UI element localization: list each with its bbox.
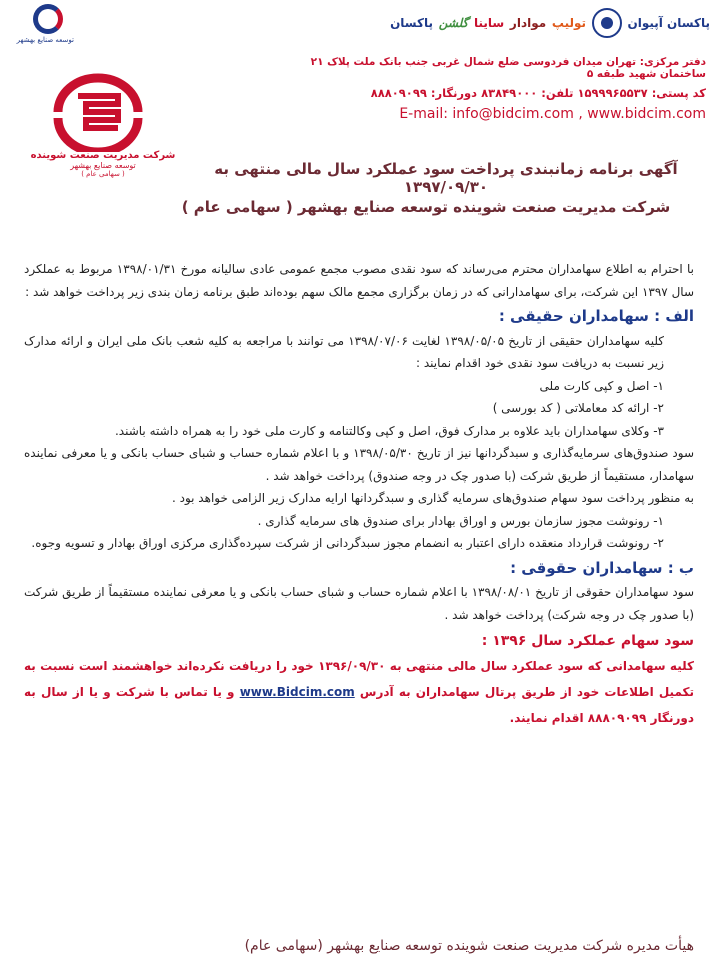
list-item: ۲- رونوشت قرارداد منعقده دارای اعتبار به انضمام مجوز سبدگردانی از شرکت سپرده‌گذاری مرکزی اوراق بهادار و تسویه وجوه. xyxy=(31,536,664,550)
company-logo-icon xyxy=(48,72,148,152)
list-item: ۳- وکلای سهامداران باید علاوه بر مدارک فوق، اصل و کپی وکالتنامه و کارت ملی خود را به همراه داشته باشند. xyxy=(114,423,664,438)
section-1396-text-after: و یا تماس با شرکت و یا از سال به دورنگار ۸۸۸۰۹۰۹۹ اقدام نمایند. xyxy=(24,684,694,725)
company-mark-icon xyxy=(33,4,63,34)
email-web-line: E-mail: info@bidcim.com , www.bidcim.com xyxy=(399,106,706,122)
brand-logo-movadar: موادار xyxy=(509,16,547,30)
brand-logos-strip xyxy=(390,6,710,40)
logo-caption-line1: شرکت مدیریت صنعت شوینده xyxy=(30,150,176,161)
list-item: ۱- اصل و کپی کارت ملی xyxy=(539,378,664,393)
shareholder-portal-link[interactable]: www.Bidcim.com xyxy=(239,684,355,699)
brand-logo-circle xyxy=(592,8,622,38)
list-item: ۲- ارائه کد معاملاتی ( کد بورسی ) xyxy=(492,401,664,415)
funds-docs-intro: به منظور پرداخت سود سهام صندوق‌های سرمایه گذاری و سبدگردانها ارایه مدارک زیر الزامی خواهد بود . xyxy=(171,491,694,505)
brand-logo-tulip: تولیپ xyxy=(551,16,587,30)
section-b-paragraph: سود سهامداران حقوقی از تاریخ ۱۳۹۸/۰۸/۰۱ با اعلام شماره حساب و شبای حساب بانکی و یا معرفی نماینده مستقیماً از طریق شرکت (با صدور چک در وجه شرکت) پرداخت خواهد شد . xyxy=(24,585,694,622)
brand-logo-paksan: پاکسان xyxy=(390,16,434,30)
address-line: دفتر مرکزی: تهران میدان فردوسی ضلع شمال غربی جنب بانک ملت پلاک ۲۱ ساختمان شهید طبقه ۵ xyxy=(310,56,706,80)
section-a-paragraph: کلیه سهامداران حقیقی از تاریخ ۱۳۹۸/۰۵/۰۵ لغایت ۱۳۹۸/۰۷/۰۶ می توانند با مراجعه به کلیه شعب بانک ملی ایران و ارائه مدارک زیر نسبت به دریافت سود نقدی خود اقدام نمایند : xyxy=(24,333,665,370)
small-logo-caption: توسعه صنایع بهشهر xyxy=(16,36,74,44)
brand-logo-paksan-apivan: پاکسان آپیوان xyxy=(627,16,710,30)
contact-line: کد پستی: ۱۵۹۹۹۶۵۵۳۷ تلفن: ۸۳۸۴۹۰۰۰ دورنگار: ۸۸۸۰۹۰۹۹ xyxy=(370,86,706,100)
announcement-title: آگهی برنامه زمانبندی پرداخت سود عملکرد سال مالی منتهی به ۱۳۹۷/۰۹/۳۰ xyxy=(214,160,678,196)
funds-paragraph: سود صندوق‌های سرمایه‌گذاری و سبدگردانها نیز از تاریخ ۱۳۹۸/۰۵/۳۰ و با اعلام شماره حساب و شبای حساب بانکی و یا معرفی نماینده سهامدار، مستقیماً از طریق شرکت (با صدور چک در وجه صندوق) پرداخت خواهد شد . xyxy=(24,446,694,483)
company-title: شرکت مدیریت صنعت شوینده توسعه صنایع بهشهر ( سهامی عام ) xyxy=(181,198,671,216)
board-signature: هیأت مدیره شرکت مدیریت صنعت شوینده توسعه صنایع بهشهر (سهامی عام) xyxy=(244,938,694,954)
section-a-heading: الف : سهامداران حقیقی : xyxy=(498,307,694,325)
brand-logo-golshan: گلشن xyxy=(438,16,469,30)
company-logo-caption xyxy=(28,150,178,178)
brand-logo-saina: ساینا xyxy=(473,16,505,30)
section-1396-heading: سود سهام عملکرد سال ۱۳۹۶ : xyxy=(481,633,694,649)
section-1396-text-before: کلیه سهامدانی که سود عملکرد سال مالی منتهی به ۱۳۹۶/۰۹/۳۰ خود را دریافت نکرده‌اند خواهشمند است نسبت به تکمیل اطلاعات خود از طریق پرتال سهامداران به آدرس xyxy=(24,658,694,699)
announcement-body xyxy=(24,258,694,731)
section-1396-paragraph xyxy=(24,653,694,731)
address-block xyxy=(286,56,706,122)
logo-caption-line3: ( سهامی عام ) xyxy=(81,170,125,178)
logo-caption-line2: توسعه صنایع بهشهر xyxy=(70,161,136,170)
intro-paragraph: با احترام به اطلاع سهامداران محترم می‌رساند که سود نقدی مصوب مجمع عمومی عادی سالیانه مورخ ۱۳۹۸/۰۱/۳۱ مربوط به عملکرد سال ۱۳۹۷ این شرکت، برای سهامدارانی که در زمان برگزاری مجمع مالک سهم بوده‌اند طبق برنامه زمان بندی زیر پرداخت خواهد شد : xyxy=(24,262,694,299)
list-item: ۱- رونوشت مجوز سازمان بورس و اوراق بهادار برای صندوق های سرمایه گذاری . xyxy=(257,513,664,528)
small-company-logo xyxy=(16,4,74,44)
section-b-heading: ب : سهامداران حقوقی : xyxy=(510,558,694,577)
